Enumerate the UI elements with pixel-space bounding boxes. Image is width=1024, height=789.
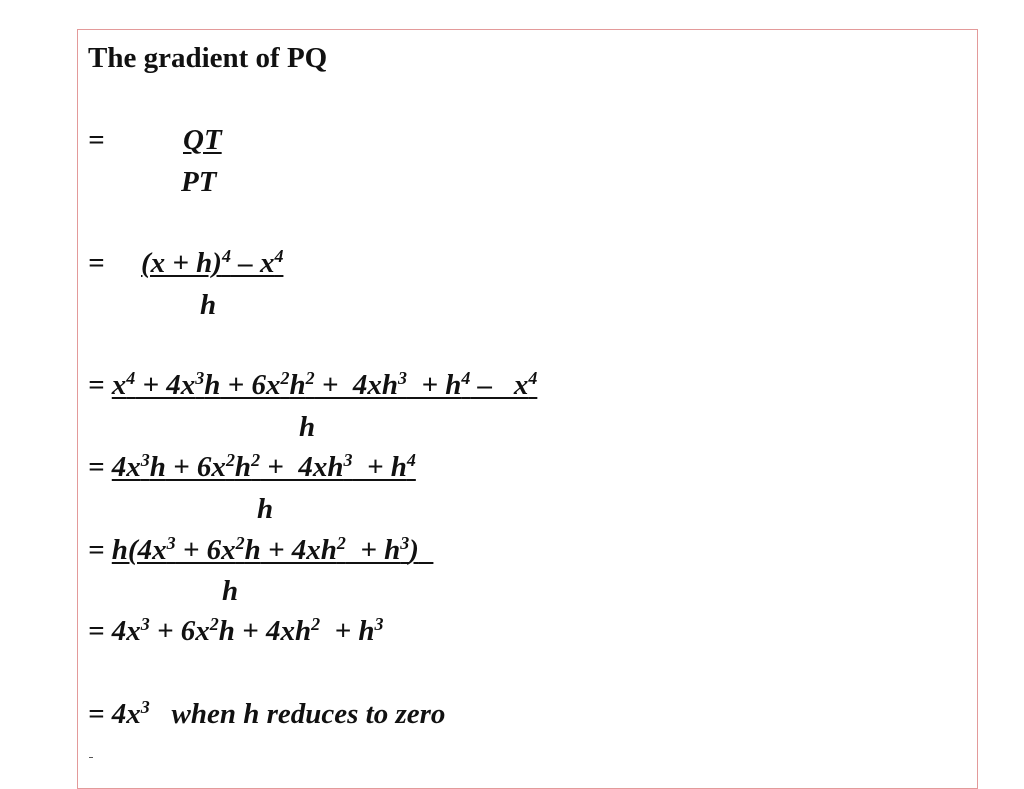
step1-denominator: PT [181, 166, 217, 198]
step3-denominator: h [299, 411, 316, 443]
step2-equals: = [88, 247, 105, 279]
step2-numerator: $(x + h)^4 - x^4$ [141, 246, 284, 279]
step1-numerator: QT [183, 124, 222, 156]
stray-mark [89, 757, 93, 758]
title: The gradient of PQ [88, 42, 328, 74]
step7-limit: = $4x^3$ when h reduces to zero [88, 697, 446, 730]
step6-result: = $4x^3 + 6x^2h + 4xh^2 + h^3$ [88, 614, 384, 647]
step5-factored: = $h(4x^3 + 6x^2h + 4xh^2 + h^3)$ [88, 533, 419, 566]
step1-equals: = [88, 124, 105, 156]
step4-simplified: = $4x^3h + 6x^2h^2 + 4xh^3 + h^4$ [88, 450, 416, 483]
step4-denominator: h [257, 493, 274, 525]
step5-denominator: h [222, 575, 239, 607]
step3-expansion: = $x^4 + 4x^3h + 6x^2h^2 + 4xh^3 + h^4 - x^4$ [88, 368, 538, 401]
step2-denominator: h [200, 289, 217, 321]
